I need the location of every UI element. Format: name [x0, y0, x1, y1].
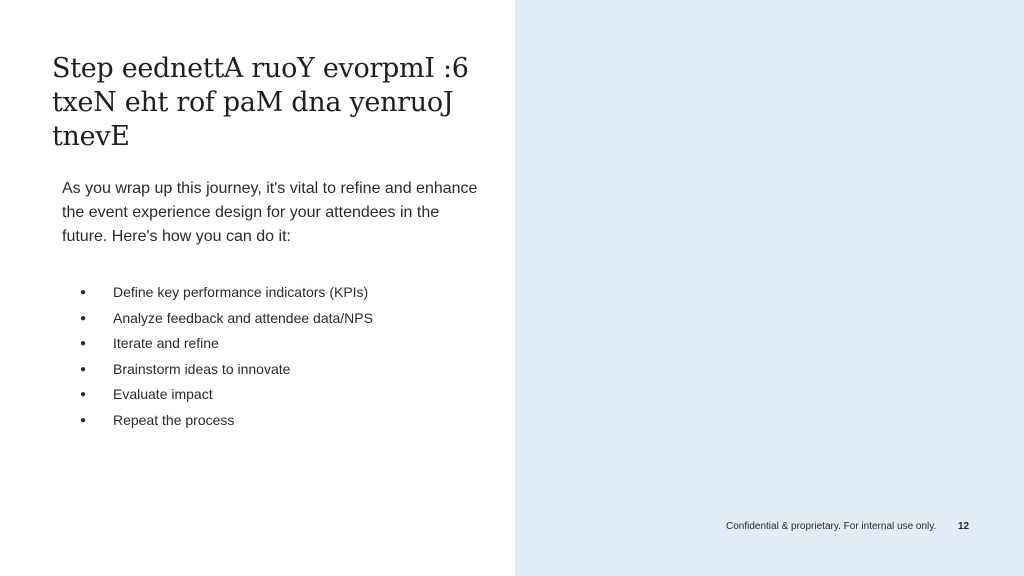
list-item-text: Evaluate impact: [113, 386, 213, 403]
image-placeholder-panel: [515, 0, 1024, 576]
slide-title: [52, 52, 492, 154]
slide-title-line: Step eednettA ruoY evorpmI :6: [52, 53, 469, 84]
bullet-icon: ●: [80, 389, 87, 401]
bullet-icon: ●: [80, 414, 87, 426]
bullet-icon: ●: [80, 363, 87, 375]
list-item: [80, 408, 373, 434]
page-number: 12: [958, 521, 970, 532]
bullet-list: [80, 280, 373, 434]
list-item-text: Brainstorm ideas to innovate: [113, 360, 291, 377]
bullet-icon: ●: [80, 338, 87, 350]
list-item: [80, 357, 373, 383]
list-item-text: Iterate and refine: [113, 335, 219, 352]
bullet-icon: ●: [80, 287, 87, 298]
list-item: [80, 280, 373, 306]
list-item: [80, 331, 373, 357]
list-item-text: Analyze feedback and attendee data/NPS: [113, 309, 373, 326]
slide-title-line: txeN eht rof paM dna yenruoJ: [52, 87, 454, 118]
bullet-icon: ●: [80, 312, 87, 324]
list-item: [80, 382, 373, 408]
list-item: [80, 306, 373, 332]
confidential-footer: Confidential & proprietary. For internal use only.: [726, 521, 937, 532]
slide-title-line: tnevE: [52, 121, 130, 152]
intro-paragraph: As you wrap up this journey, it's vital to refine and enhance the event experience design for your attendees in the future. Here's how you can do it:: [62, 180, 478, 245]
list-item-text: Define key performance indicators (KPIs): [113, 284, 369, 300]
list-item-text: Repeat the process: [113, 411, 235, 428]
